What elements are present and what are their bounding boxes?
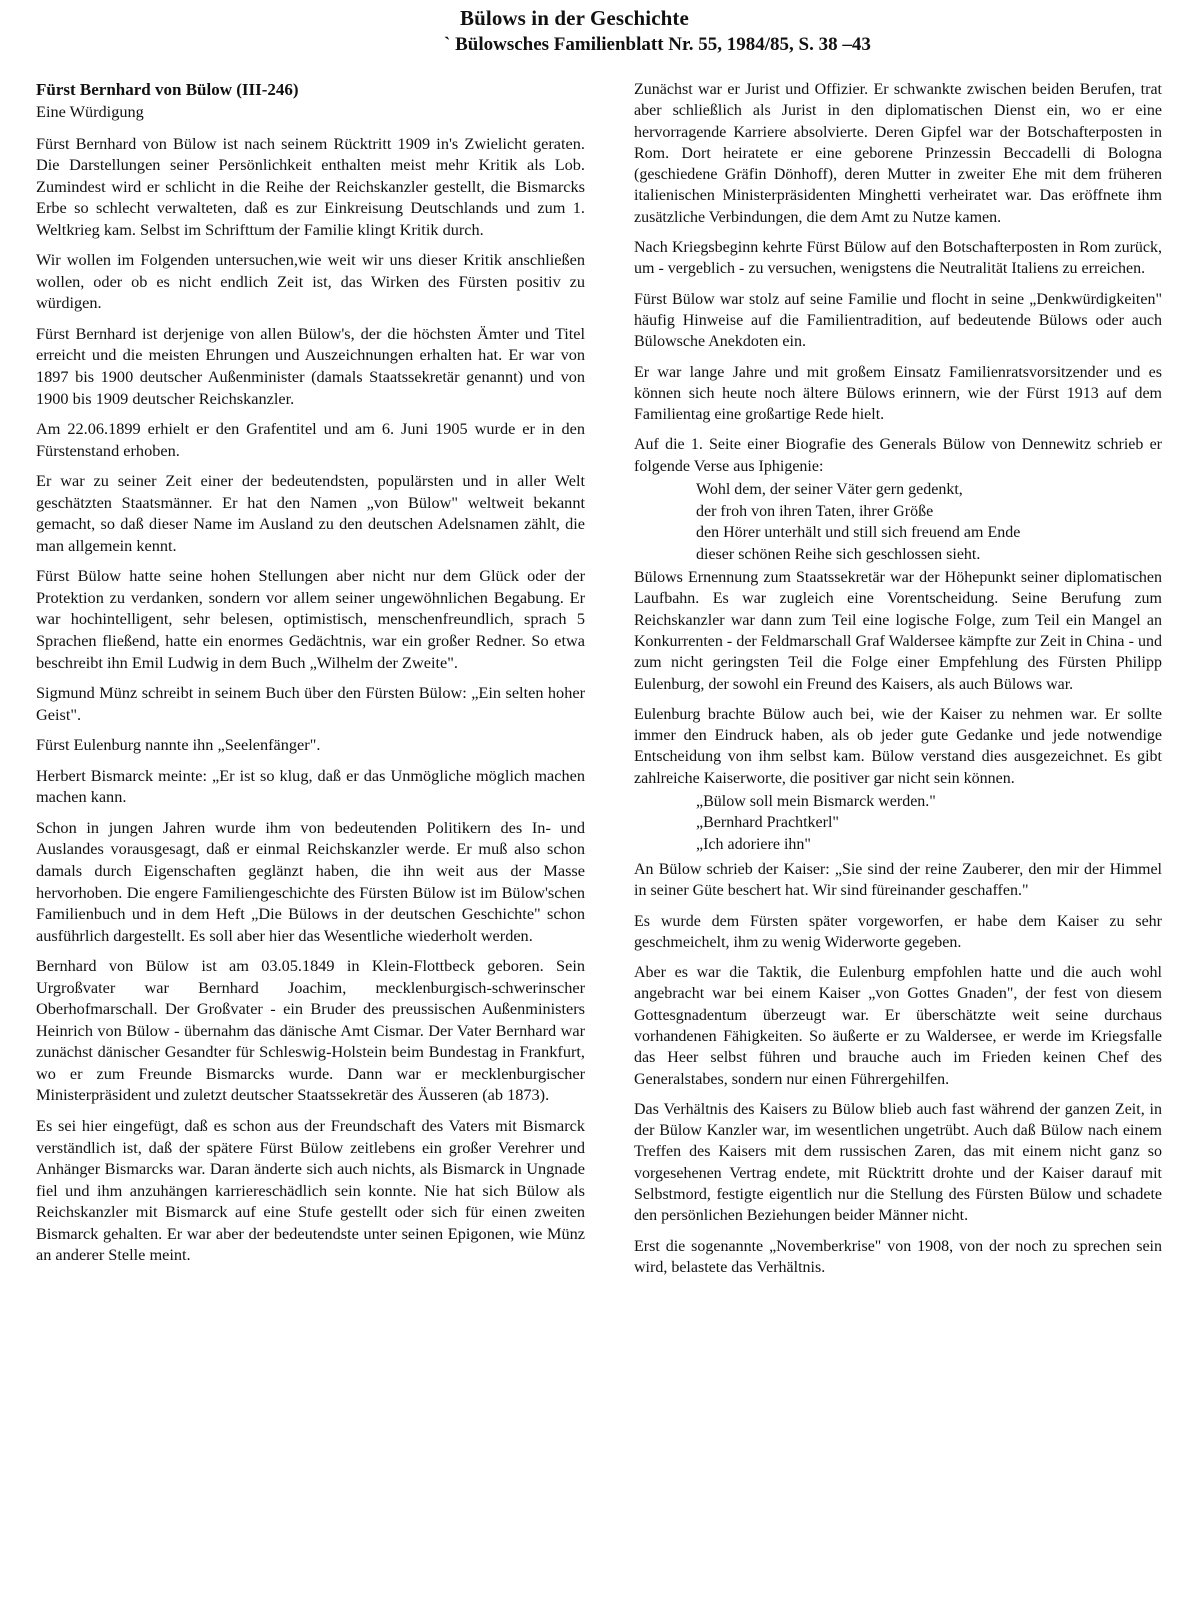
- paragraph: Es sei hier eingefügt, daß es schon aus der Freundschaft des Vaters mit Bismarck verständlich ist, daß der spätere Fürst Bülow zeitlebens ein großer Verehrer und Anhänger Bismarcks war. Daran änderte sich auch nichts, als Bismarck in Ungnade fiel und ihm anzuhängen karriereschädlich sein konnte. Nie hat sich Bülow als Reichskanzler mit Bismarck auf eine Stufe gestellt oder sich für einen zweiten Bismarck gehalten. Er war aber der bedeutendste unter seinen Epigonen, wie Münz an anderer Stelle meint.: [36, 1115, 585, 1265]
- right-column: [634, 79, 1162, 1278]
- verse-line: den Hörer unterhält und still sich freuend am Ende: [696, 524, 1021, 542]
- paragraph: Sigmund Münz schreibt in seinem Buch über den Fürsten Bülow: „Ein selten hoher Geist".: [36, 683, 585, 724]
- paragraph: Nach Kriegsbeginn kehrte Fürst Bülow auf den Botschafterposten in Rom zurück, um - vergeblich - zu versuchen, wenigstens die Neutralität Italiens zu erreichen.: [634, 239, 1162, 278]
- paragraph: Schon in jungen Jahren wurde ihm von bedeutenden Politikern des In- und Auslandes vorausgesagt, daß er einmal Reichskanzler werde. Er muß also schon damals durch Eigenschaften geglänzt haben, die ihn weit aus der Masse hervorhoben. Die engere Familiengeschichte des Fürsten Bülow ist im Bülow'schen Familienbuch und in dem Heft „Die Bülows in der deutschen Geschichte" schon ausführlich dargestellt. Es soll aber hier das Wesentliche wiederholt werden.: [36, 817, 585, 945]
- paragraph: Er war zu seiner Zeit einer der bedeutendsten, populärsten und in aller Welt geschätzten Staatsmänner. Er hat den Namen „von Bülow" weltweit bekannt gemacht, so daß dieser Name im Ausland zu den deutschen Adelsnamen zählt, die man allgemein kennt.: [36, 471, 585, 555]
- paragraph: Das Verhältnis des Kaisers zu Bülow blieb auch fast während der ganzen Zeit, in der Bülow Kanzler war, im wesentlichen ungetrübt. Auch daß Bülow nach einem Treffen des Kaisers mit dem russischen Zaren, das mit einem nicht ganz so vorgesehenen Vertrag endete, mit Rücktritt drohte und der Kaiser darauf mit Selbstmord, festigte eigentlich nur die Stellung des Fürsten Bülow und schadete den persönlichen Beziehungen beider Männer nicht.: [634, 1100, 1162, 1225]
- page-heading: Bülows in der Geschichte: [460, 6, 689, 30]
- paragraph: Zunächst war er Jurist und Offizier. Er schwankte zwischen beiden Berufen, trat aber schließlich als Jurist in den diplomatischen Dienst ein, wo er eine hervorragende Karriere absolvierte. Deren Gipfel war der Botschafterposten in Rom. Dort heiratete er eine geborene Prinzessin Beccadelli di Bologna (geschiedene Gräfin Dönhoff), deren Mutter in zweiter Ehe mit dem früheren italienischen Ministerpräsidenten Minghetti verheiratet war. Das eröffnete ihm zusätzliche Verbindungen, die dem Amt zu Nutze kamen.: [634, 81, 1162, 226]
- paragraph: Bülows Ernennung zum Staatssekretär war der Höhepunkt seiner diplomatischen Laufbahn. Es war zugleich eine Vorentscheidung. Seine Berufung zum Reichskanzler war dann zum Teil eine logische Folge, zum Teil ein Mangel an Konkurrenten - der Feldmarschall Graf Waldersee kämpfte zur Zeit in China - und zum nicht geringsten Teil die Folge einer Empfehlung des Fürsten Philipp Eulenburg, der sowohl ein Freund des Kaisers, als auch Bülows war.: [634, 569, 1162, 693]
- article-subtitle: Eine Würdigung: [36, 102, 144, 121]
- paragraph: An Bülow schrieb der Kaiser: „Sie sind der reine Zauberer, den mir der Himmel in seiner Güte beschert hat. Wir sind füreinander geschaffen.": [634, 860, 1162, 900]
- paragraph: Fürst Bernhard ist derjenige von allen Bülow's, der die höchsten Ämter und Titel erreicht und die meisten Ehrungen und Auszeichnungen erhalten hat. Er war von 1897 bis 1900 deutscher Außenminister (damals Staatssekretär genannt) und von 1900 bis 1909 deutscher Reichskanzler.: [36, 323, 585, 408]
- verse-block: [634, 479, 1162, 565]
- paragraph: Am 22.06.1899 erhielt er den Grafentitel und am 6. Juni 1905 wurde er in den Fürstenstand erhoben.: [36, 419, 585, 460]
- paragraph: Es wurde dem Fürsten später vorgeworfen, er habe dem Kaiser zu sehr geschmeichelt, ihm zu wenig Widerworte gegeben.: [634, 912, 1162, 951]
- paragraph: Herbert Bismarck meinte: „Er ist so klug, daß er das Unmögliche möglich machen machen kann.: [36, 765, 585, 807]
- source-citation: ` Bülowsches Familienblatt Nr. 55, 1984/85, S. 38 –43: [444, 34, 871, 55]
- paragraph: Erst die sogenannte „Novemberkrise" von 1908, von der noch zu sprechen sein wird, belastete das Verhältnis.: [634, 1237, 1162, 1276]
- quote-line: „Bülow soll mein Bismarck werden.": [696, 793, 936, 811]
- quote-line: „Ich adoriere ihn": [696, 835, 811, 853]
- paragraph: Eulenburg brachte Bülow auch bei, wie der Kaiser zu nehmen war. Er sollte immer den Eindruck haben, als ob jeder gute Gedanke und jede notwendige Entscheidung von ihm selbst kam. Bülow verstand dies ausgezeichnet. Es gibt zahlreiche Kaiserworte, die positiver gar nicht sein können.: [634, 705, 1162, 787]
- paragraph: Wir wollen im Folgenden untersuchen,wie weit wir uns dieser Kritik anschließen wollen, oder ob es nicht endlich Zeit ist, das Wirken des Fürsten positiv zu würdigen.: [36, 250, 585, 313]
- paragraph: Aber es war die Taktik, die Eulenburg empfohlen hatte und die auch wohl angebracht war bei einem Kaiser „von Gottes Gnaden", der fest von diesem Gottesgnadentum überzeugt war. Er überschätzte weit seine durchaus vorhandenen Fähigkeiten. So äußerte er zu Waldersee, er werde im Kriegsfalle das Heer selbst führen und brauche auch im Frieden keinen Chef des Generalstabes, sondern nur einen Führergehilfen.: [634, 964, 1162, 1088]
- verse-line: der froh von ihren Taten, ihrer Größe: [696, 502, 934, 520]
- paragraph: Fürst Bernhard von Bülow ist nach seinem Rücktritt 1909 in's Zwielicht geraten. Die Darstellungen seiner Persönlichkeit enthalten meist mehr Kritik als Lob. Zumindest wird er schlicht in die Reihe der Reichskanzler gestellt, die Bismarcks Erbe so schlecht verwalteten, daß es zur Einkreisung Deutschlands und zum 1. Weltkrieg kam. Selbst im Schrifttum der Familie klingt Kritik durch.: [36, 133, 585, 239]
- quote-line: „Bernhard Prachtkerl": [696, 814, 839, 832]
- left-column: [36, 79, 585, 1266]
- verse-line: dieser schönen Reihe sich geschlossen sieht.: [696, 545, 981, 563]
- paragraph: Fürst Bülow hatte seine hohen Stellungen aber nicht nur dem Glück oder der Protektion zu verdanken, sondern vor allem seiner ungewöhnlichen Begabung. Er war hochintelligent, sehr belesen, optimistisch, menschenfreundlich, sprach 5 Sprachen fließend, hatte ein enormes Gedächtnis, war ein großer Redner. So etwa beschreibt ihn Emil Ludwig in dem Buch „Wilhelm der Zweite".: [36, 566, 585, 672]
- paragraph: Fürst Eulenburg nannte ihn „Seelenfänger".: [36, 735, 321, 755]
- paragraph: Bernhard von Bülow ist am 03.05.1849 in Klein-Flottbeck geboren. Sein Urgroßvater war Bernhard Joachim, mecklenburgisch-schwerinscher Oberhofmarschall. Der Großvater - ein Bruder des preussischen Außenministers Heinrich von Bülow - übernahm das dänische Amt Cismar. Der Vater Bernhard war zunächst dänischer Gesandter für Schleswig-Holstein beim Bundestag in Frankfurt, wo er zum Freunde Bismarcks wurde. Dann war er mecklenburgischer Ministerpräsident und zuletzt deutscher Staatssekretär des Äusseren (ab 1873).: [36, 956, 585, 1105]
- paragraph: Er war lange Jahre und mit großem Einsatz Familienratsvorsitzender und es können sich heute noch ältere Bülows erinnern, wie der Fürst 1913 auf dem Familientag eine großartige Rede hielt.: [634, 363, 1162, 424]
- article-title: Fürst Bernhard von Bülow (III-246): [36, 80, 299, 99]
- verse-line: Wohl dem, der seiner Väter gern gedenkt,: [696, 481, 963, 499]
- paragraph: Fürst Bülow war stolz auf seine Familie und flocht in seine „Denkwürdigkeiten" häufig Hinweise auf die Familientradition, auf bedeutende Bülows oder auch Bülowsche Anekdoten ein.: [634, 290, 1162, 351]
- quote-block: [634, 791, 1162, 855]
- paragraph: Auf die 1. Seite einer Biografie des Generals Bülow von Dennewitz schrieb er folgende Verse aus Iphigenie:: [634, 436, 1162, 475]
